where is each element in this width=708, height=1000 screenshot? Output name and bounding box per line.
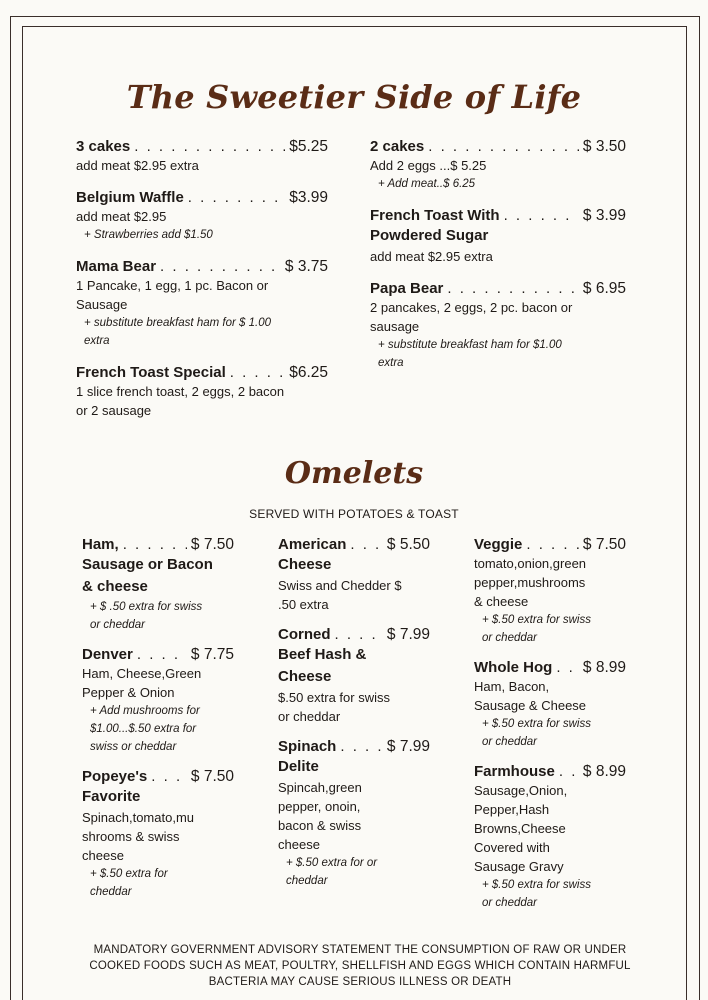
menu-item-description: Pepper & Onion xyxy=(82,685,175,700)
menu-item-description: Sausage & Cheese xyxy=(474,698,587,713)
menu-item-description: $.50 extra for swiss xyxy=(278,690,390,705)
menu-item-price: $ 8.99 xyxy=(582,763,626,780)
menu-item-note: or cheddar xyxy=(482,736,537,748)
menu-item-description: tomato,onion,green xyxy=(474,556,587,571)
menu-item-note: + Add meat..$ 6.25 xyxy=(378,178,476,190)
menu-item-description: or 2 sausage xyxy=(76,403,152,418)
menu-item-name: 3 cakes xyxy=(76,138,131,155)
menu-item-description: cheese xyxy=(82,848,124,863)
menu-item-description: pepper, onoin, xyxy=(278,799,361,814)
menu-item-price: $ 8.99 xyxy=(582,659,626,676)
menu-item xyxy=(76,364,328,420)
breakfast-right-column xyxy=(370,138,626,386)
menu-item-name: American xyxy=(278,536,347,553)
menu-item-line xyxy=(76,189,328,207)
menu-item-description: Swiss and Chedder $ xyxy=(278,578,402,593)
menu-item-note: cheddar xyxy=(90,886,132,898)
menu-item-line xyxy=(474,763,626,781)
menu-item-price: $6.25 xyxy=(289,364,328,381)
menu-item-description: Ham, Bacon, xyxy=(474,679,550,694)
menu-item-name: Papa Bear xyxy=(370,280,444,297)
dot-leader xyxy=(123,536,187,553)
omelets-heading: Omelets xyxy=(284,456,424,491)
menu-item-note: + $.50 extra for swiss xyxy=(482,718,591,730)
menu-item-description: add meat $2.95 xyxy=(76,209,167,224)
dot-leader xyxy=(556,659,579,676)
menu-item-line xyxy=(370,280,626,298)
dot-leader xyxy=(151,768,187,785)
menu-item xyxy=(474,763,626,912)
menu-item-price: $ 3.75 xyxy=(284,258,328,275)
menu-item-description: & cheese xyxy=(474,594,529,609)
menu-item-line xyxy=(82,536,234,554)
menu-item-description: Ham, Cheese,Green xyxy=(82,666,202,681)
menu-item-description: .50 extra xyxy=(278,597,329,612)
advisory-line: BACTERIA MAY CAUSE SERIOUS ILLNESS OR DEATH xyxy=(208,976,512,988)
menu-item-price: $ 7.75 xyxy=(190,646,234,663)
advisory-line: MANDATORY GOVERNMENT ADVISORY STATEMENT THE CONSUMPTION OF RAW OR UNDER xyxy=(93,944,627,956)
menu-item-note: + $.50 extra for or xyxy=(286,857,378,869)
menu-item-note: cheddar xyxy=(286,875,328,887)
menu-item-description: bacon & swiss xyxy=(278,818,362,833)
menu-item xyxy=(76,258,328,350)
menu-item xyxy=(82,646,234,756)
dot-leader xyxy=(559,763,579,780)
menu-item-name: Whole Hog xyxy=(474,659,553,676)
menu-item xyxy=(370,138,626,193)
menu-item-name: Spinach xyxy=(278,738,337,755)
menu-item-note: extra xyxy=(378,357,404,369)
menu-item-price: $ 7.50 xyxy=(582,536,626,553)
menu-item-line xyxy=(76,138,328,156)
menu-item-name: Popeye's xyxy=(82,768,148,785)
dot-leader xyxy=(447,280,579,297)
menu-item xyxy=(82,768,234,901)
advisory-line: COOKED FOODS SUCH AS MEAT, POULTRY, SHELLFISH AND EGGS WHICH CONTAIN HARMFUL xyxy=(89,960,631,972)
menu-item-note: + substitute breakfast ham for $ 1.00 xyxy=(84,317,271,329)
omelets-column-2 xyxy=(278,536,430,902)
menu-item-note: + $.50 extra for swiss xyxy=(482,879,591,891)
dot-leader xyxy=(137,646,187,663)
menu-item-name: Corned xyxy=(278,626,331,643)
dot-leader xyxy=(134,138,285,155)
health-advisory xyxy=(60,942,660,990)
menu-item-line xyxy=(278,626,430,644)
menu-item xyxy=(370,280,626,372)
menu-item-name: 2 cakes xyxy=(370,138,425,155)
menu-item-note: + Strawberries add $1.50 xyxy=(84,229,213,241)
breakfast-left-column xyxy=(76,138,328,434)
menu-item-note: or cheddar xyxy=(90,619,145,631)
omelets-subtitle: SERVED WITH POTATOES & TOAST xyxy=(249,507,459,521)
menu-item-name: Mama Bear xyxy=(76,258,157,275)
menu-item-description: Browns,Cheese xyxy=(474,821,566,836)
menu-item-name: French Toast With xyxy=(370,207,500,224)
menu-item xyxy=(76,138,328,175)
menu-item-note: + $.50 extra for swiss xyxy=(482,614,591,626)
menu-item-name-cont: & cheese xyxy=(82,578,148,595)
menu-item-name-cont: Favorite xyxy=(82,788,141,805)
menu-item-name: Veggie xyxy=(474,536,523,553)
menu-item-line xyxy=(474,659,626,677)
menu-item-name-cont: Delite xyxy=(278,758,319,775)
menu-item-name: Ham, xyxy=(82,536,119,553)
menu-item-note: + $.50 extra for xyxy=(90,868,168,880)
menu-item-name-cont: Powdered Sugar xyxy=(370,227,489,244)
menu-item-line xyxy=(76,258,328,276)
menu-item xyxy=(474,659,626,751)
menu-item-price: $ 3.50 xyxy=(582,138,626,155)
menu-item-price: $ 7.50 xyxy=(190,768,234,785)
menu-item-description: sausage xyxy=(370,319,420,334)
menu-item-note: + substitute breakfast ham for $1.00 xyxy=(378,339,562,351)
menu-item-name: Denver xyxy=(82,646,133,663)
menu-item-price: $3.99 xyxy=(289,189,328,206)
omelets-column-3 xyxy=(474,536,626,924)
menu-item-price: $ 7.50 xyxy=(190,536,234,553)
menu-item xyxy=(82,536,234,634)
menu-item xyxy=(278,626,430,726)
menu-item-line xyxy=(278,738,430,756)
menu-item-description: Spincah,green xyxy=(278,780,362,795)
menu-item-line xyxy=(278,536,430,554)
menu-item-line xyxy=(76,364,328,382)
menu-item-description: 2 pancakes, 2 eggs, 2 pc. bacon or xyxy=(370,300,573,315)
page-title: The Sweetier Side of Life xyxy=(126,78,582,116)
menu-item-name-cont: Cheese xyxy=(278,668,332,685)
dot-leader xyxy=(340,738,383,755)
menu-item-price: $ 7.99 xyxy=(386,626,430,643)
menu-item-note: or cheddar xyxy=(482,897,537,909)
dot-leader xyxy=(504,207,579,224)
menu-item-name-cont: Beef Hash & xyxy=(278,646,367,663)
menu-item-line xyxy=(82,646,234,664)
menu-item-note: $1.00...$.50 extra for xyxy=(90,723,197,735)
menu-item-description: 1 Pancake, 1 egg, 1 pc. Bacon or xyxy=(76,278,269,293)
menu-item-price: $ 6.95 xyxy=(582,280,626,297)
dot-leader xyxy=(350,536,383,553)
menu-item xyxy=(370,207,626,266)
menu-item-price: $5.25 xyxy=(289,138,328,155)
menu-item-description: Sausage xyxy=(76,297,128,312)
menu-item-price: $ 3.99 xyxy=(582,207,626,224)
menu-item-note: + Add mushrooms for xyxy=(90,705,200,717)
dot-leader xyxy=(335,626,383,643)
menu-item-line xyxy=(370,207,626,225)
dot-leader xyxy=(428,138,579,155)
menu-item-description: 1 slice french toast, 2 eggs, 2 bacon xyxy=(76,384,285,399)
menu-item-description: Add 2 eggs ...$ 5.25 xyxy=(370,158,487,173)
menu-item-description: cheese xyxy=(278,837,320,852)
menu-item-description: pepper,mushrooms xyxy=(474,575,586,590)
dot-leader xyxy=(230,364,285,381)
menu-item-name: French Toast Special xyxy=(76,364,226,381)
menu-item-description: Sausage,Onion, xyxy=(474,783,568,798)
menu-item-note: or cheddar xyxy=(482,632,537,644)
menu-item-line xyxy=(474,536,626,554)
menu-item-name-cont: Sausage or Bacon xyxy=(82,556,213,573)
menu-item-name: Farmhouse xyxy=(474,763,555,780)
menu-item-description: Spinach,tomato,mu xyxy=(82,810,195,825)
menu-item-name-cont: Cheese xyxy=(278,556,332,573)
menu-item-name: Belgium Waffle xyxy=(76,189,184,206)
dot-leader xyxy=(526,536,579,553)
dot-leader xyxy=(160,258,281,275)
menu-item xyxy=(76,189,328,244)
menu-item-line xyxy=(82,768,234,786)
menu-item xyxy=(278,536,430,614)
menu-item-description: Pepper,Hash xyxy=(474,802,550,817)
dot-leader xyxy=(188,189,285,206)
menu-item xyxy=(278,738,430,890)
menu-item-price: $ 7.99 xyxy=(386,738,430,755)
menu-item-description: or cheddar xyxy=(278,709,341,724)
menu-item-description: Covered with xyxy=(474,840,550,855)
menu-item-note: swiss or cheddar xyxy=(90,741,177,753)
menu-item-description: add meat $2.95 extra xyxy=(76,158,199,173)
menu-item-note: + $ .50 extra for swiss xyxy=(90,601,203,613)
menu-item-description: shrooms & swiss xyxy=(82,829,180,844)
menu-item-description: Sausage Gravy xyxy=(474,859,564,874)
menu-item-price: $ 5.50 xyxy=(386,536,430,553)
menu-item-description: add meat $2.95 extra xyxy=(370,249,493,264)
menu-item xyxy=(474,536,626,647)
omelets-column-1 xyxy=(82,536,234,913)
menu-item-note: extra xyxy=(84,335,110,347)
menu-item-line xyxy=(370,138,626,156)
